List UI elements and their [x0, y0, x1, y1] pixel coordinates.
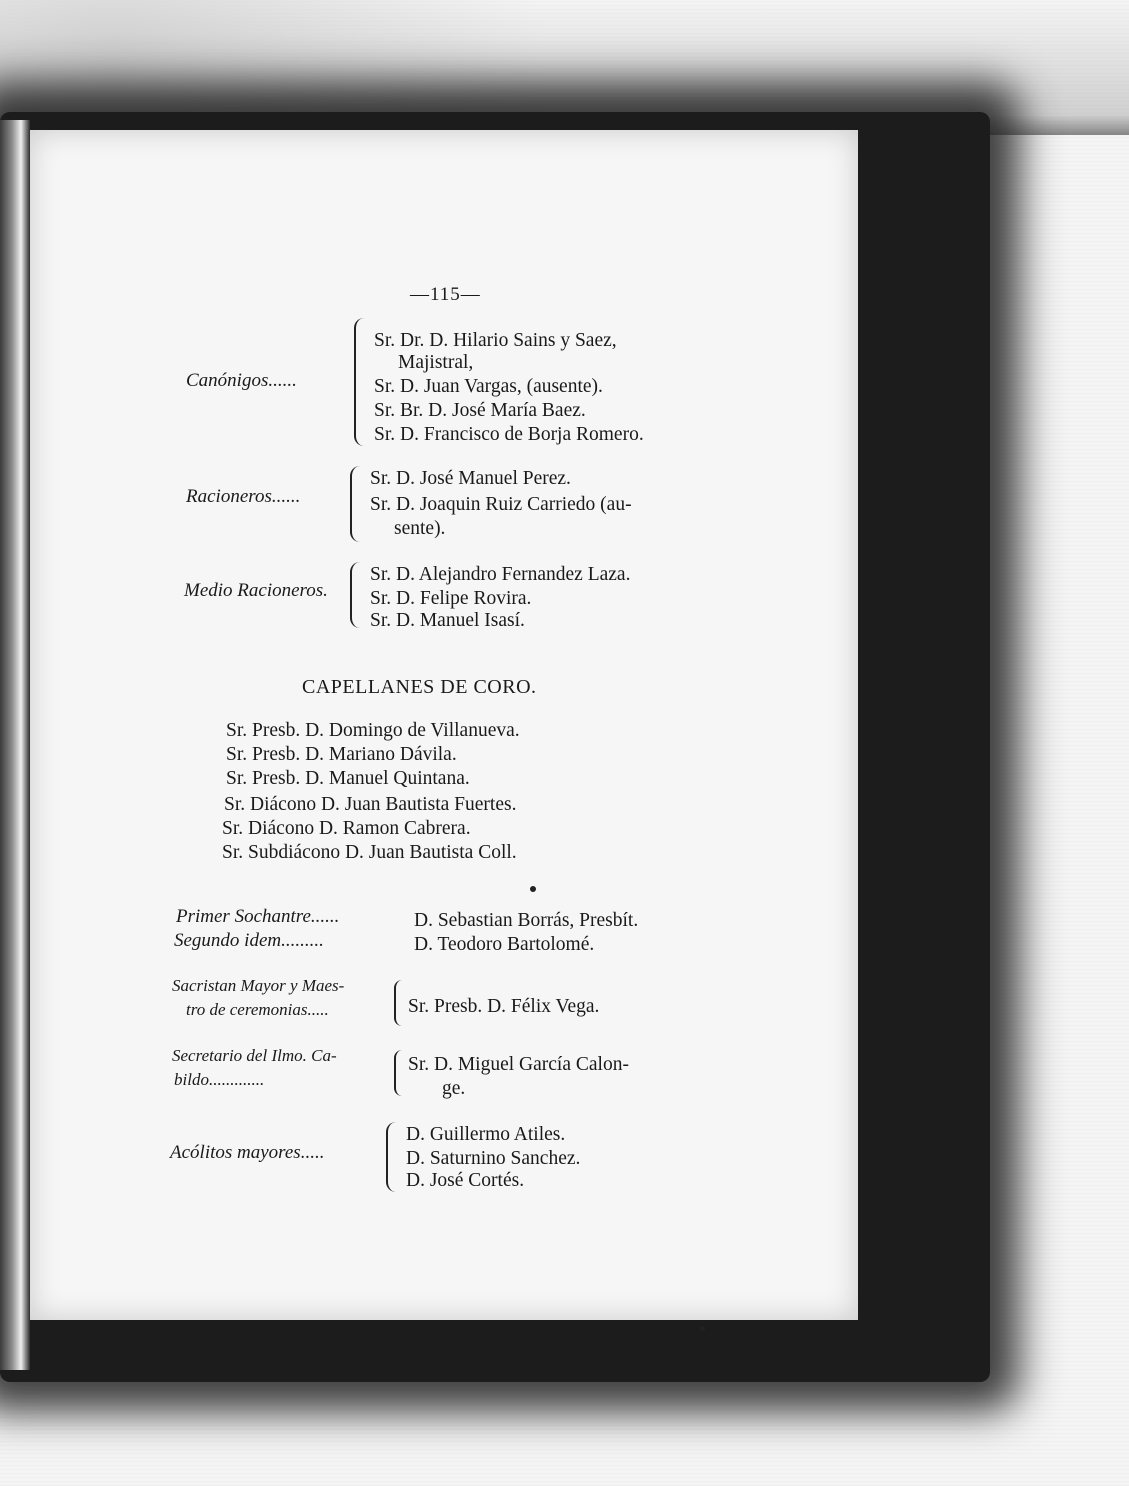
primer-sochantre-leader: ......: [310, 906, 340, 927]
secretario-value-line2: ge.: [442, 1078, 466, 1099]
secretario-leader: .............: [208, 1070, 265, 1089]
racioneros-label-text: Racioneros: [186, 486, 272, 507]
sacristan-label-line2: [186, 1000, 329, 1020]
canonigos-brace: [354, 318, 374, 446]
secretario-label-line2-text: bildo: [174, 1070, 209, 1089]
segundo-sochantre-label: [174, 930, 324, 952]
canonigos-entry: Sr. D. Francisco de Borja Romero.: [374, 424, 644, 445]
sacristan-value: Sr. Presb. D. Félix Vega.: [408, 996, 600, 1017]
acolitos-leader: .....: [300, 1142, 325, 1163]
canonigos-entry: Majistral,: [398, 352, 474, 373]
medio-racioneros-entry: Sr. D. Alejandro Fernandez Laza.: [370, 564, 631, 585]
racioneros-entry: Sr. D. José Manuel Perez.: [370, 468, 571, 489]
segundo-sochantre-leader: .........: [281, 930, 324, 951]
racioneros-brace: [350, 466, 368, 542]
sacristan-label-line2-text: tro de ceremonias: [186, 1000, 308, 1019]
secretario-label-line2: [174, 1070, 264, 1090]
acolito-entry: D. José Cortés.: [406, 1170, 525, 1191]
canonigos-leader: ......: [268, 370, 297, 391]
primer-sochantre-value: D. Sebastian Borrás, Presbít.: [414, 910, 639, 931]
acolitos-label: [170, 1142, 324, 1164]
canonigos-entry: Sr. Br. D. José María Baez.: [374, 400, 586, 421]
capellanes-heading: CAPELLANES DE CORO.: [302, 676, 537, 698]
canonigos-entry: Sr. D. Juan Vargas, (ausente).: [374, 376, 603, 397]
book-spine-edge: [0, 120, 30, 1370]
capellan-entry: Sr. Presb. D. Mariano Dávila.: [226, 744, 457, 765]
acolito-entry: D. Saturnino Sanchez.: [406, 1148, 581, 1169]
capellan-entry: Sr. Subdiácono D. Juan Bautista Coll.: [222, 842, 517, 863]
capellan-entry: Sr. Diácono D. Ramon Cabrera.: [222, 818, 471, 839]
segundo-sochantre-value: D. Teodoro Bartolomé.: [414, 934, 595, 955]
capellan-entry: Sr. Presb. D. Manuel Quintana.: [226, 768, 470, 789]
medio-racioneros-label: Medio Racioneros.: [184, 580, 328, 601]
ink-dot: [700, 1326, 705, 1331]
canonigos-label: [186, 370, 297, 392]
segundo-sochantre-label-text: Segundo idem: [174, 930, 282, 951]
page-number: —115—: [410, 284, 481, 305]
medio-racioneros-entry: Sr. D. Manuel Isasí.: [370, 610, 525, 631]
primer-sochantre-label-text: Primer Sochantre: [176, 906, 311, 927]
acolitos-label-text: Acólitos mayores: [170, 1142, 301, 1163]
ink-dot: [530, 886, 536, 892]
medio-racioneros-entry: Sr. D. Felipe Rovira.: [370, 588, 532, 609]
primer-sochantre-label: [176, 906, 339, 928]
sacristan-label-line1: Sacristan Mayor y Maes-: [172, 976, 345, 995]
acolitos-brace: [386, 1122, 404, 1192]
racioneros-entry: Sr. D. Joaquin Ruiz Carriedo (au-: [370, 494, 632, 515]
sacristan-brace: [394, 980, 408, 1026]
acolito-entry: D. Guillermo Atiles.: [406, 1124, 566, 1145]
medio-racioneros-brace: [350, 562, 368, 628]
capellan-entry: Sr. Presb. D. Domingo de Villanueva.: [226, 720, 520, 741]
secretario-value-line1: Sr. D. Miguel García Calon-: [408, 1054, 629, 1075]
canonigos-entry: Sr. Dr. D. Hilario Sains y Saez,: [374, 330, 617, 351]
racioneros-entry: sente).: [394, 518, 446, 539]
racioneros-label: [186, 486, 300, 508]
secretario-label-line1: Secretario del Ilmo. Ca-: [172, 1046, 337, 1065]
canonigos-label-text: Canónigos: [186, 370, 269, 391]
sacristan-leader: .....: [307, 1000, 329, 1019]
secretario-brace: [394, 1050, 408, 1096]
capellan-entry: Sr. Diácono D. Juan Bautista Fuertes.: [224, 794, 517, 815]
racioneros-leader: ......: [271, 486, 301, 507]
